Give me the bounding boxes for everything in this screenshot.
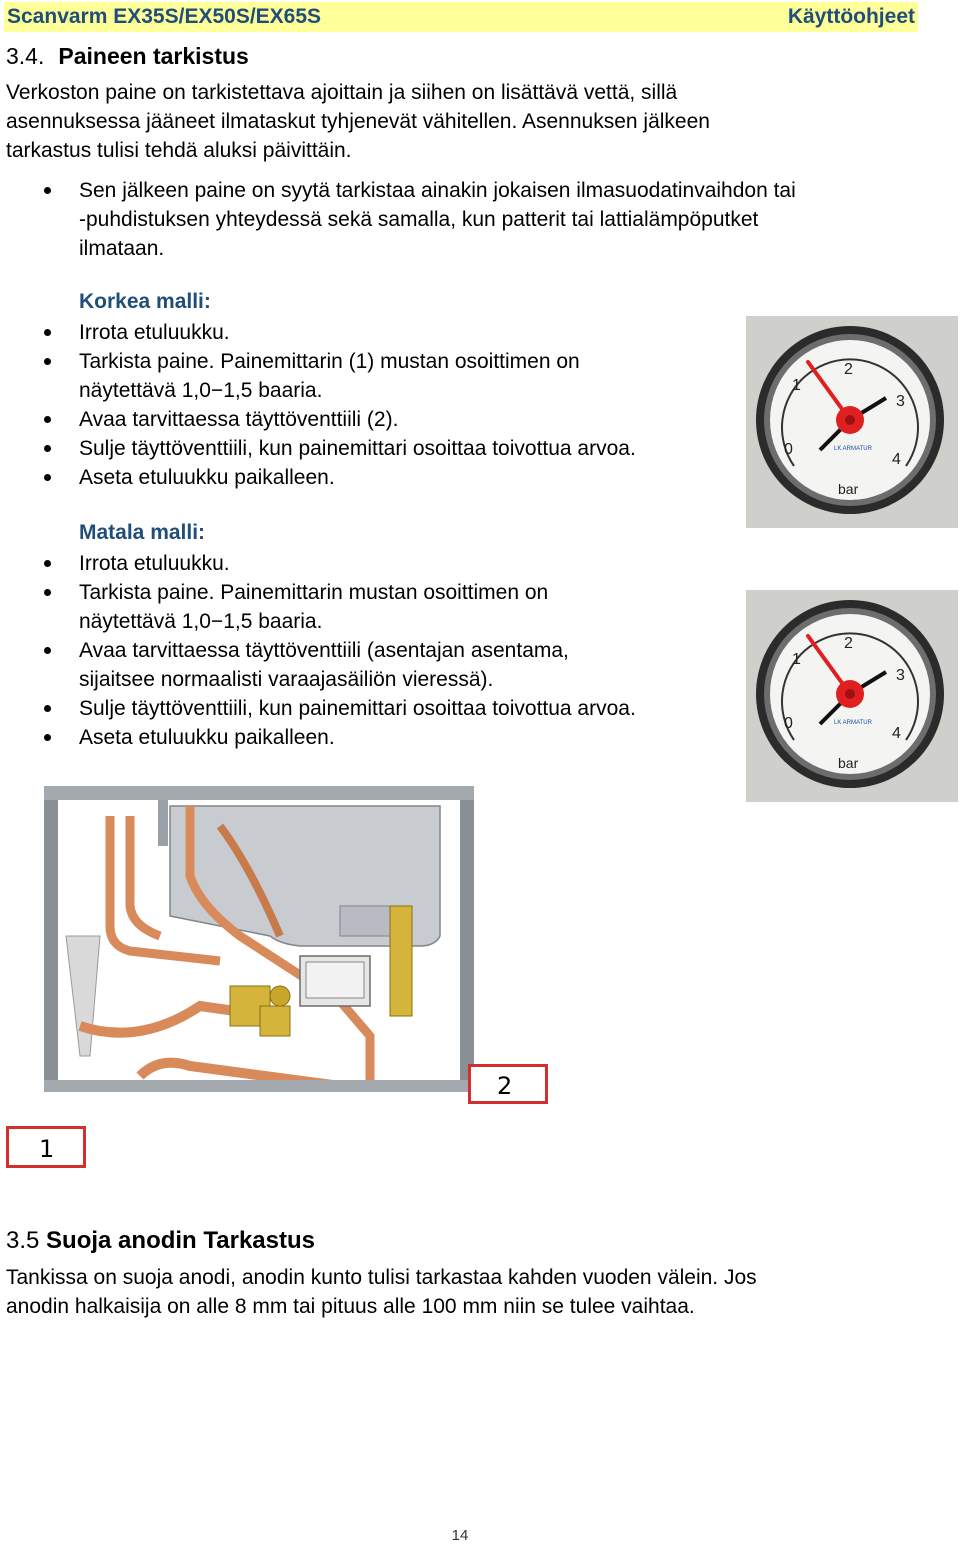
list-item — [0, 694, 636, 723]
gauge-tick-label: 1 — [792, 651, 801, 668]
high-model-heading: Korkea malli: — [79, 290, 211, 313]
gauge-tick-label: 1 — [792, 377, 801, 394]
section-number: 3.5 — [6, 1227, 40, 1254]
gauge-brand: LK ARMATUR — [834, 720, 872, 726]
list-item-line: Avaa tarvittaessa täyttöventtiili (asentajan asentama, — [79, 639, 569, 662]
section-heading: Paineen tarkistus — [58, 43, 249, 69]
callout-number: 2 — [497, 1072, 513, 1100]
high-model-steps — [0, 318, 636, 492]
list-item — [0, 723, 636, 752]
list-item-line: Sen jälkeen paine on syytä tarkistaa ainakin jokaisen ilmasuodatinvaihdon tai — [79, 179, 796, 202]
low-model-heading: Matala malli: — [79, 521, 206, 544]
list-item-line: Aseta etuluukku paikalleen. — [79, 726, 335, 749]
list-item-line: Irrota etuluukku. — [79, 321, 230, 344]
list-item-line: näytettävä 1,0−1,5 baaria. — [79, 379, 323, 402]
section-number: 3.4. — [6, 43, 45, 69]
list-item-line: Irrota etuluukku. — [79, 552, 230, 575]
check-frequency-list — [0, 176, 796, 263]
intro-line: Verkoston paine on tarkistettava ajoittain ja siihen on lisättävä vettä, sillä — [6, 81, 678, 104]
list-item-line: Tarkista paine. Painemittarin (1) mustan osoittimen on — [79, 350, 580, 373]
list-item-line: Sulje täyttöventtiili, kun painemittari osoittaa toivottua arvoa. — [79, 437, 636, 460]
gauge-icon — [746, 316, 958, 528]
page-number: 14 — [451, 1527, 469, 1544]
section-heading: Suoja anodin Tarkastus — [46, 1227, 315, 1254]
list-item — [0, 347, 636, 405]
pressure-gauge-photo-low — [746, 590, 958, 802]
intro-line: tarkastus tulisi tehdä aluksi päivittäin. — [6, 139, 352, 162]
section-title-anode — [6, 1227, 315, 1255]
pressure-gauge-photo-high — [746, 316, 958, 528]
list-item-line: Avaa tarvittaessa täyttöventtiili (2). — [79, 408, 399, 431]
list-item — [0, 463, 636, 492]
intro-paragraph — [6, 78, 710, 165]
callout-label-valve — [468, 1064, 548, 1104]
gauge-unit: bar — [838, 481, 859, 497]
gauge-tick-label: 0 — [784, 715, 793, 732]
list-item — [0, 636, 636, 694]
page-header — [4, 2, 918, 32]
list-item — [0, 549, 636, 578]
list-item-line: näytettävä 1,0−1,5 baaria. — [79, 610, 323, 633]
gauge-tick-label: 2 — [844, 361, 853, 378]
gauge-tick-label: 3 — [896, 393, 905, 410]
list-item-line: Tarkista paine. Painemittarin mustan osoittimen on — [79, 581, 549, 604]
gauge-tick-label: 3 — [896, 667, 905, 684]
low-model-steps — [0, 549, 636, 752]
gauge-brand: LK ARMATUR — [834, 446, 872, 452]
list-item-line: Sulje täyttöventtiili, kun painemittari osoittaa toivottua arvoa. — [79, 697, 636, 720]
gauge-icon — [746, 590, 958, 802]
gauge-tick-label: 2 — [844, 635, 853, 652]
intro-line: asennuksessa jääneet ilmataskut tyhjenevät vähitellen. Asennuksen jälkeen — [6, 110, 710, 133]
anode-line: Tankissa on suoja anodi, anodin kunto tulisi tarkastaa kahden vuoden välein. Jos — [6, 1266, 757, 1289]
list-item — [0, 578, 636, 636]
unit-internals-diagram — [40, 786, 490, 1096]
gauge-unit: bar — [838, 755, 859, 771]
list-item — [0, 318, 636, 347]
callout-number: 1 — [39, 1135, 55, 1163]
gauge-tick-label: 4 — [892, 725, 901, 742]
list-item — [0, 405, 636, 434]
callout-label-gauge — [6, 1126, 86, 1168]
gauge-tick-label: 4 — [892, 451, 901, 468]
anode-line: anodin halkaisija on alle 8 mm tai pituus alle 100 mm niin se tulee vaihtaa. — [6, 1295, 695, 1318]
list-item-line: sijaitsee normaalisti varaajasäiliön vieressä). — [79, 668, 494, 691]
piping-diagram-icon — [40, 786, 490, 1096]
gauge-tick-label: 0 — [784, 441, 793, 458]
anode-paragraph — [6, 1263, 757, 1321]
list-item-line: Aseta etuluukku paikalleen. — [79, 466, 335, 489]
section-title-pressure — [6, 43, 249, 70]
list-item — [0, 176, 796, 263]
list-item-line: ilmataan. — [79, 237, 165, 260]
list-item — [0, 434, 636, 463]
list-item-line: -puhdistuksen yhteydessä sekä samalla, kun patterit tai lattialämpöputket — [79, 208, 759, 231]
header-product: Scanvarm EX35S/EX50S/EX65S — [7, 5, 322, 28]
header-doc-type: Käyttöohjeet — [787, 5, 915, 28]
